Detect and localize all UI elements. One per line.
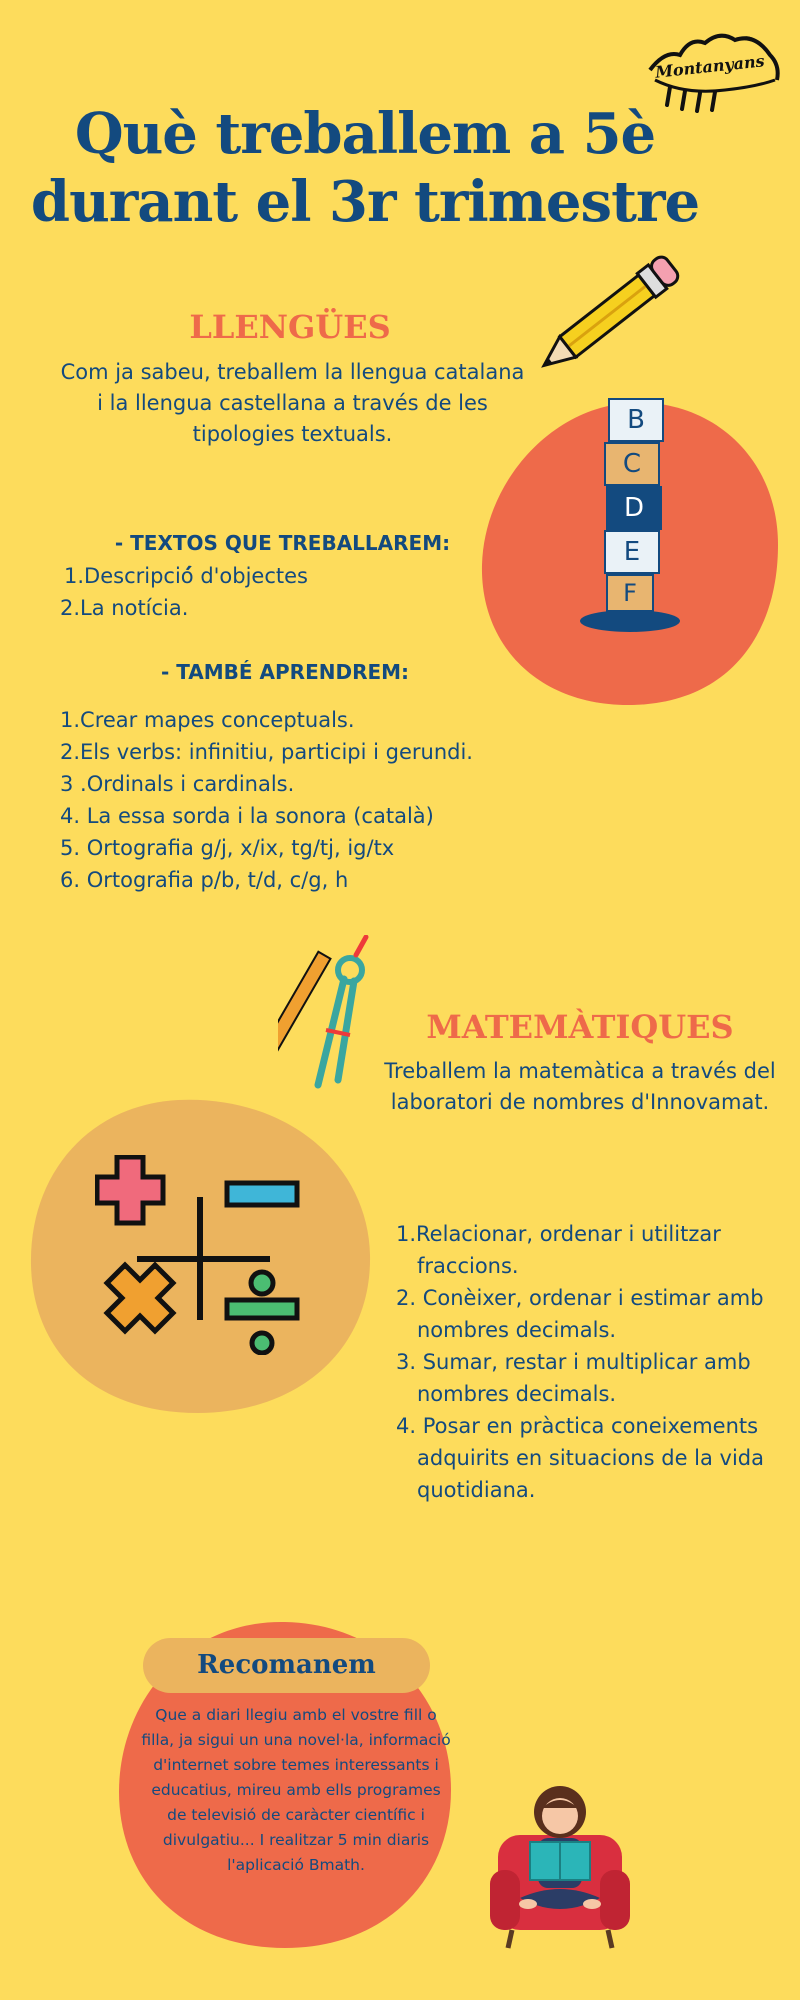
page-title: [0, 100, 730, 236]
compass-icon: [278, 935, 378, 1095]
letter-blocks: [604, 398, 664, 612]
recomanem-heading: Recomanem: [143, 1638, 430, 1693]
block-d: D: [606, 486, 662, 530]
block-c: C: [604, 442, 660, 486]
matematiques-item: 4. Posar en pràctica coneixements adquirits en situacions de la vida quotidiana.: [396, 1414, 765, 1502]
aprendrem-heading: - TAMBÉ APRENDREM:: [160, 660, 410, 684]
math-symbols-icon: [95, 1155, 305, 1355]
pencil-icon: [535, 245, 695, 375]
llengues-intro: Com ja sabeu, treballem la llengua catalana i la llengua castellana a través de les tipologies textuals.: [60, 360, 525, 446]
aprendrem-item: 6. Ortografia p/b, t/d, c/g, h: [60, 868, 349, 892]
block-f: F: [606, 574, 654, 612]
textos-item: 1.Descripció́ d'objectes: [64, 564, 308, 588]
reading-girl-icon: [490, 1780, 630, 1950]
llengues-heading: LLENGÜES: [189, 308, 391, 346]
matematiques-item: 2. Conèixer, ordenar i estimar amb nombres decimals.: [396, 1286, 764, 1342]
matematiques-item: 1.Relacionar, ordenar i utilitzar fraccions.: [396, 1222, 721, 1278]
aprendrem-list: [60, 704, 473, 896]
textos-item: 2.La notícia.: [60, 596, 189, 620]
matematiques-intro: Treballem la matemàtica a través del laboratori de nombres d'Innovamat.: [384, 1059, 776, 1114]
logo-text: Montanyans: [654, 51, 766, 82]
aprendrem-item: 1.Crear mapes conceptuals.: [60, 708, 355, 732]
recomanem-text: Que a diari llegiu amb el vostre fill o filla, ja sigui un una novel·la, informació d'internet sobre temes interessants i educatius, mireu amb ells programes de televisió de caràcter científic i divulgatiu... I realitzar 5 min diaris l'aplicació Bmath.: [141, 1706, 451, 1874]
block-b: B: [608, 398, 664, 442]
block-e: E: [604, 530, 660, 574]
aprendrem-item: 4. La essa sorda i la sonora (català): [60, 804, 434, 828]
textos-list: [60, 560, 308, 624]
textos-heading: - TEXTOS QUE TREBALLAREM:: [114, 531, 451, 555]
block-shadow: [580, 610, 680, 632]
title-line-2: durant el 3r trimestre: [30, 169, 700, 235]
aprendrem-item: 3 .Ordinals i cardinals.: [60, 772, 295, 796]
title-line-1: Què treballem a 5è: [74, 101, 656, 167]
aprendrem-item: 2.Els verbs: infinitiu, participi i gerundi.: [60, 740, 473, 764]
aprendrem-item: 5. Ortografia g/j, x/ix, tg/tj, ig/tx: [60, 836, 395, 860]
matematiques-item: 3. Sumar, restar i multiplicar amb nombres decimals.: [396, 1350, 751, 1406]
matematiques-list: [396, 1218, 780, 1506]
matematiques-heading: MATEMÀTIQUES: [426, 1008, 734, 1046]
